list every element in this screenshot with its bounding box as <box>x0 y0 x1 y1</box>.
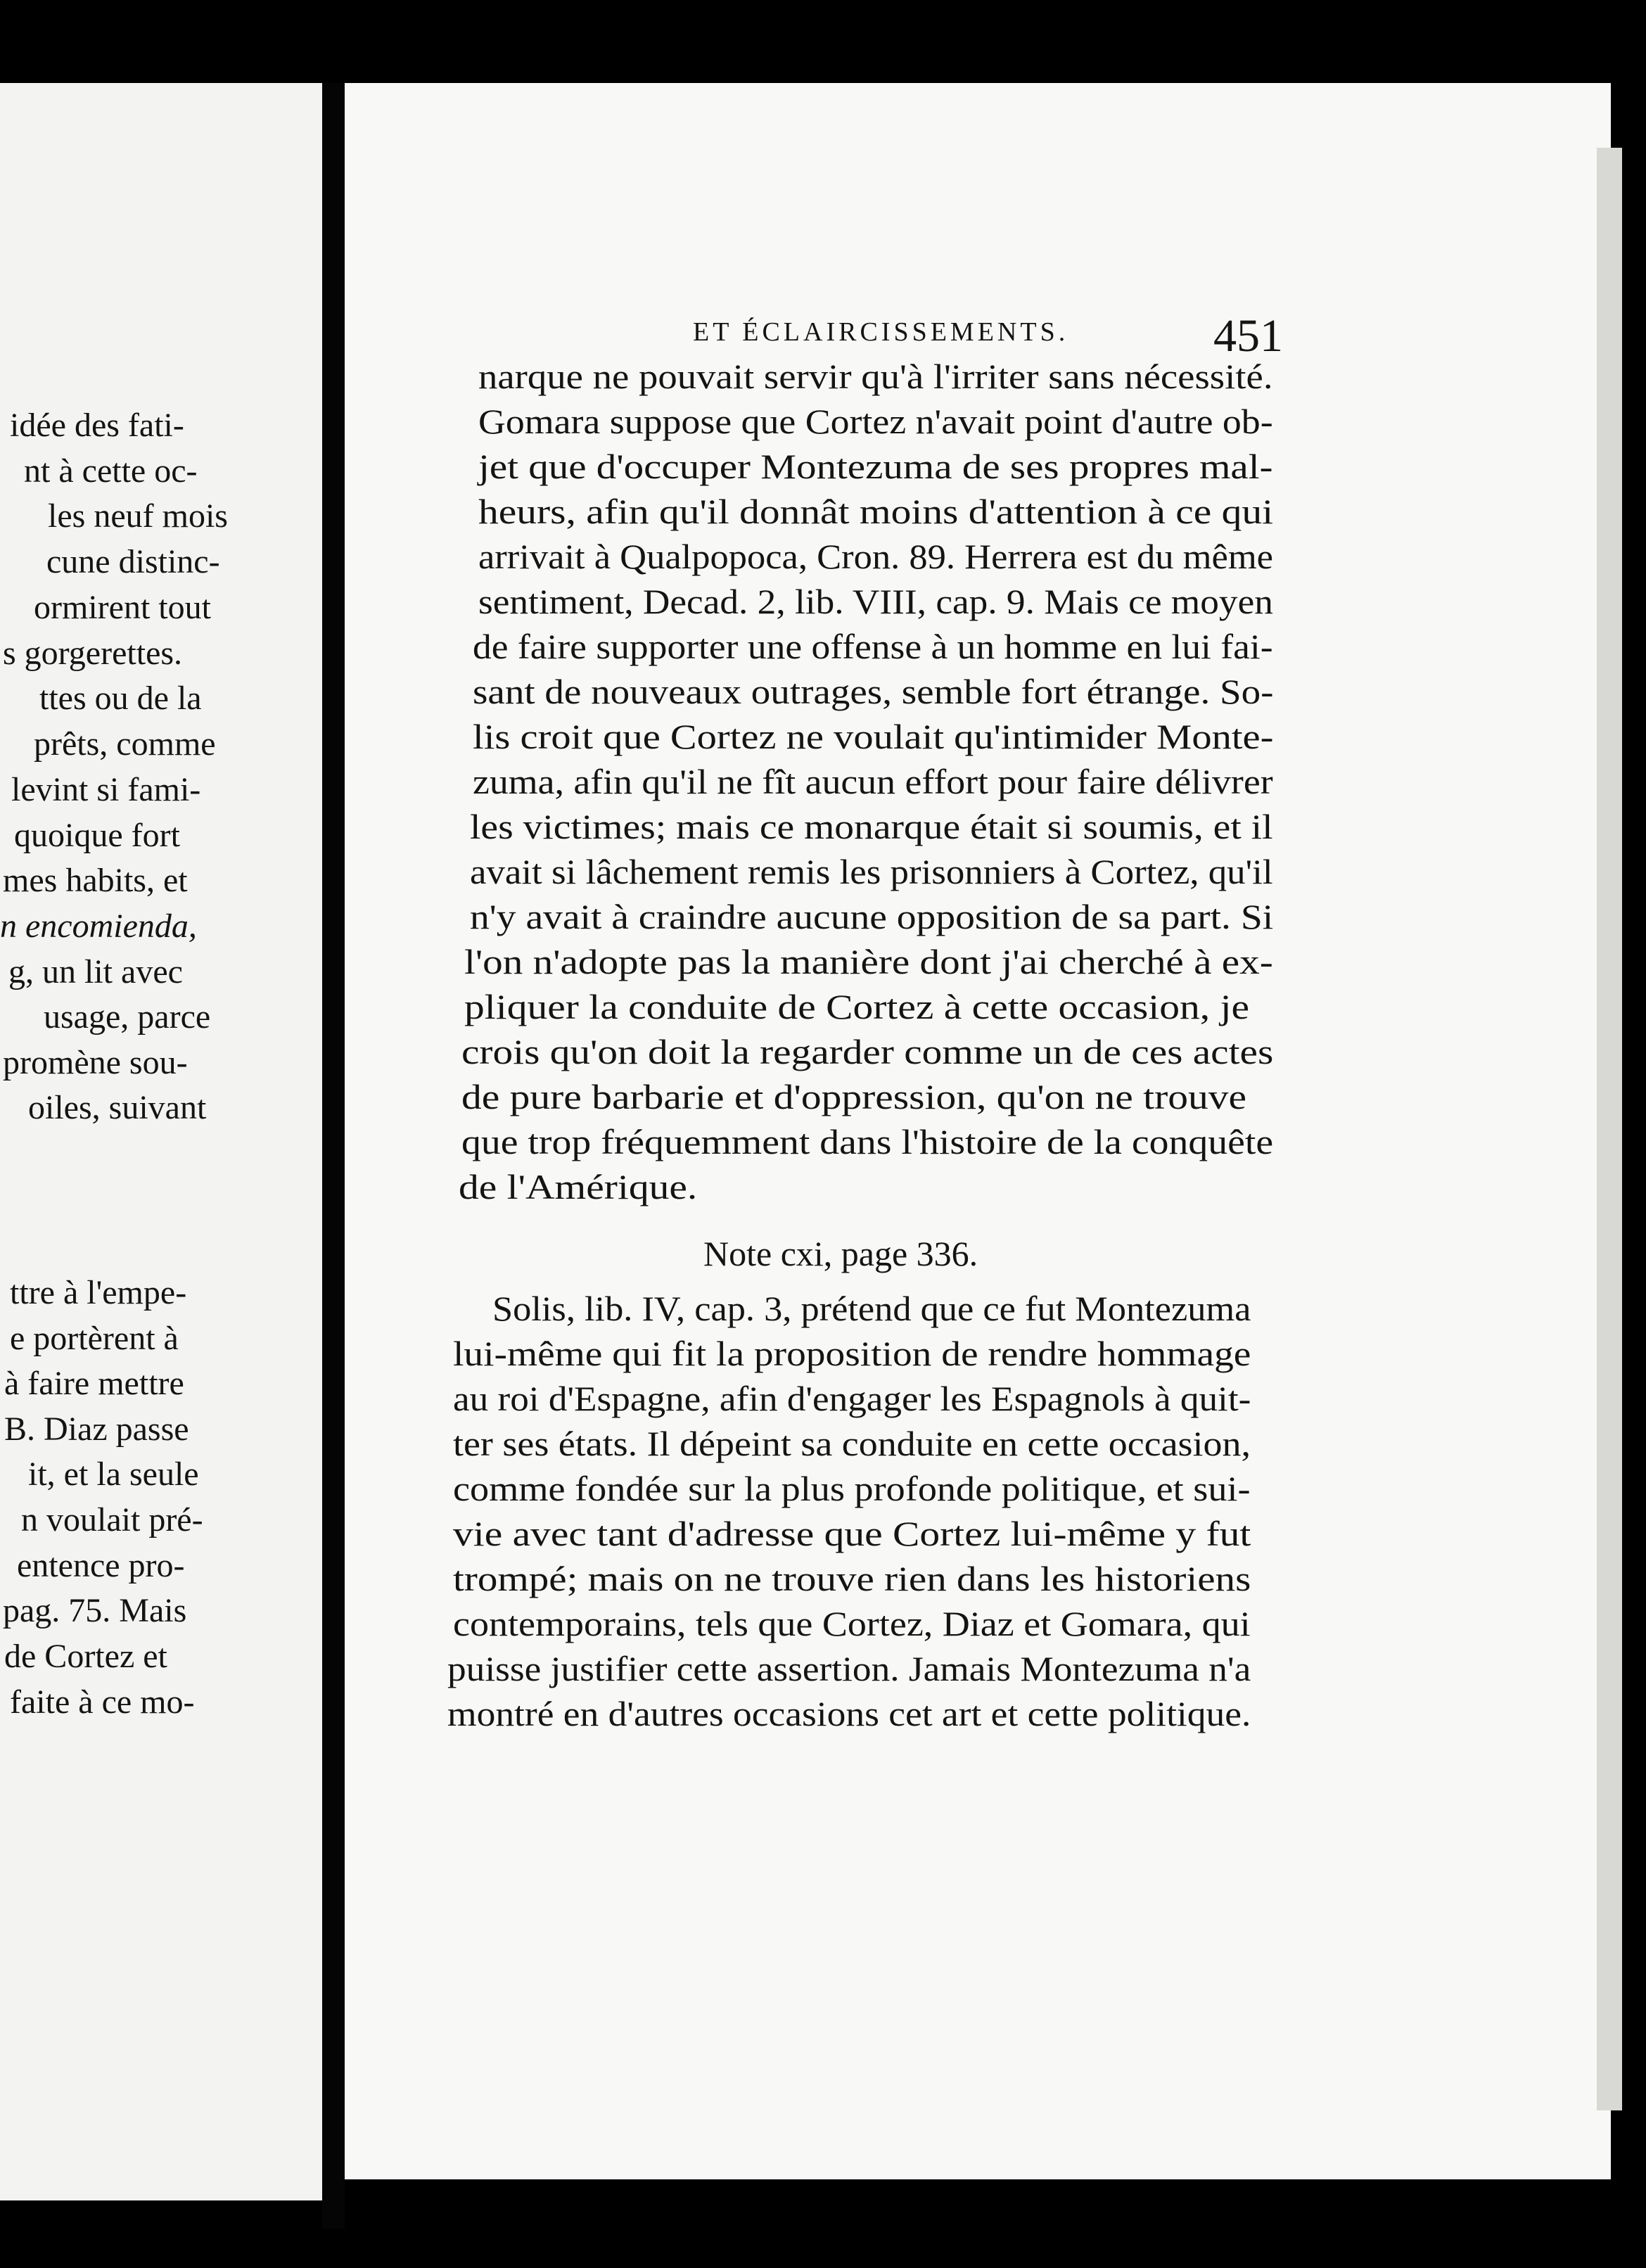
left-line: oiles, suivant <box>28 1089 207 1126</box>
left-line: ttes ou de la <box>39 680 202 717</box>
text-line: de l'Amérique. <box>459 1167 698 1206</box>
left-line: ormirent tout <box>34 589 211 626</box>
text-line: Gomara suppose que Cortez n'avait point d'autre ob- <box>478 402 1273 441</box>
text-line: puisse justifier cette assertion. Jamais Montezuma n'a <box>447 1649 1251 1688</box>
left-line: levint si fami- <box>11 771 201 808</box>
left-line: à faire mettre <box>4 1365 184 1402</box>
left-line: idée des fati- <box>10 407 184 444</box>
text-line: vie avec tant d'adresse que Cortez lui-même y fut <box>453 1514 1251 1553</box>
left-line: faite à ce mo- <box>10 1683 195 1721</box>
running-head: ET ÉCLAIRCISSEMENTS. <box>693 317 1069 347</box>
left-line: B. Diaz passe <box>4 1410 189 1448</box>
text-line: ter ses états. Il dépeint sa conduite en cette occasion, <box>453 1424 1251 1463</box>
left-line: les neuf mois <box>48 497 228 535</box>
left-line: mes habits, et <box>3 862 188 899</box>
page-number: 451 <box>1213 310 1283 362</box>
text-line: avait si lâchement remis les prisonniers à Cortez, qu'il <box>470 852 1273 891</box>
text-line: lis croit que Cortez ne voulait qu'intimider Monte- <box>473 717 1274 756</box>
left-line: it, et la seule <box>28 1455 199 1493</box>
left-line: n encomienda, <box>0 907 197 945</box>
left-line: promène sou- <box>3 1044 188 1081</box>
text-line: sentiment, Decad. 2, lib. VIII, cap. 9. Mais ce moyen <box>478 582 1273 621</box>
text-line: zuma, afin qu'il ne fît aucun effort pour faire délivrer <box>473 762 1273 801</box>
text-line: montré en d'autres occasions cet art et cette politique. <box>447 1694 1251 1733</box>
left-page <box>0 83 322 2200</box>
left-line: pag. 75. Mais <box>3 1592 187 1629</box>
text-line: contemporains, tels que Cortez, Diaz et Gomara, qui <box>453 1604 1251 1643</box>
left-line: cune distinc- <box>46 543 220 580</box>
text-line: lui-même qui fit la proposition de rendre hommage <box>453 1334 1251 1373</box>
left-line: quoique fort <box>14 817 180 854</box>
page-edge <box>1597 148 1622 2110</box>
text-line: jet que d'occuper Montezuma de ses propres mal- <box>478 447 1273 486</box>
text-line: de pure barbarie et d'oppression, qu'on ne trouve <box>461 1077 1247 1116</box>
text-line: que trop fréquemment dans l'histoire de la conquête <box>461 1122 1274 1161</box>
left-line: s gorgerettes. <box>3 635 183 672</box>
text-line: arrivait à Qualpopoca, Cron. 89. Herrera est du même <box>478 537 1273 576</box>
left-line: nt à cette oc- <box>24 452 198 490</box>
note-heading: Note cxi, page 336. <box>703 1234 978 1273</box>
left-line: e portèrent à <box>10 1320 179 1357</box>
text-line: heurs, afin qu'il donnât moins d'attention à ce qui <box>478 492 1274 531</box>
left-line: prêts, comme <box>34 725 216 763</box>
text-line: narque ne pouvait servir qu'à l'irriter sans nécessité. <box>478 357 1273 396</box>
text-line: au roi d'Espagne, afin d'engager les Espagnols à quit- <box>453 1379 1251 1418</box>
left-line: usage, parce <box>44 998 211 1036</box>
left-line: de Cortez et <box>4 1638 167 1675</box>
text-line: Solis, lib. IV, cap. 3, prétend que ce fut Montezuma <box>492 1289 1251 1328</box>
text-line: n'y avait à craindre aucune opposition de sa part. Si <box>470 897 1274 936</box>
text-line: de faire supporter une offense à un homme en lui fai- <box>473 627 1273 666</box>
text-line: sant de nouveaux outrages, semble fort étrange. So- <box>473 672 1274 711</box>
text-line: pliquer la conduite de Cortez à cette occasion, je <box>464 987 1249 1026</box>
text-line: crois qu'on doit la regarder comme un de ces actes <box>461 1032 1274 1071</box>
text-line: comme fondée sur la plus profonde politique, et sui- <box>453 1469 1251 1508</box>
left-line: n voulait pré- <box>21 1501 203 1538</box>
text-line: l'on n'adopte pas la manière dont j'ai cherché à ex- <box>464 942 1273 981</box>
left-line: entence pro- <box>17 1547 185 1584</box>
left-line: g, un lit avec <box>8 953 183 990</box>
text-line: trompé; mais on ne trouve rien dans les historiens <box>453 1559 1251 1598</box>
left-line: ttre à l'empe- <box>10 1274 187 1311</box>
text-line: les victimes; mais ce monarque était si soumis, et il <box>470 807 1273 846</box>
book-gutter <box>322 83 345 2229</box>
